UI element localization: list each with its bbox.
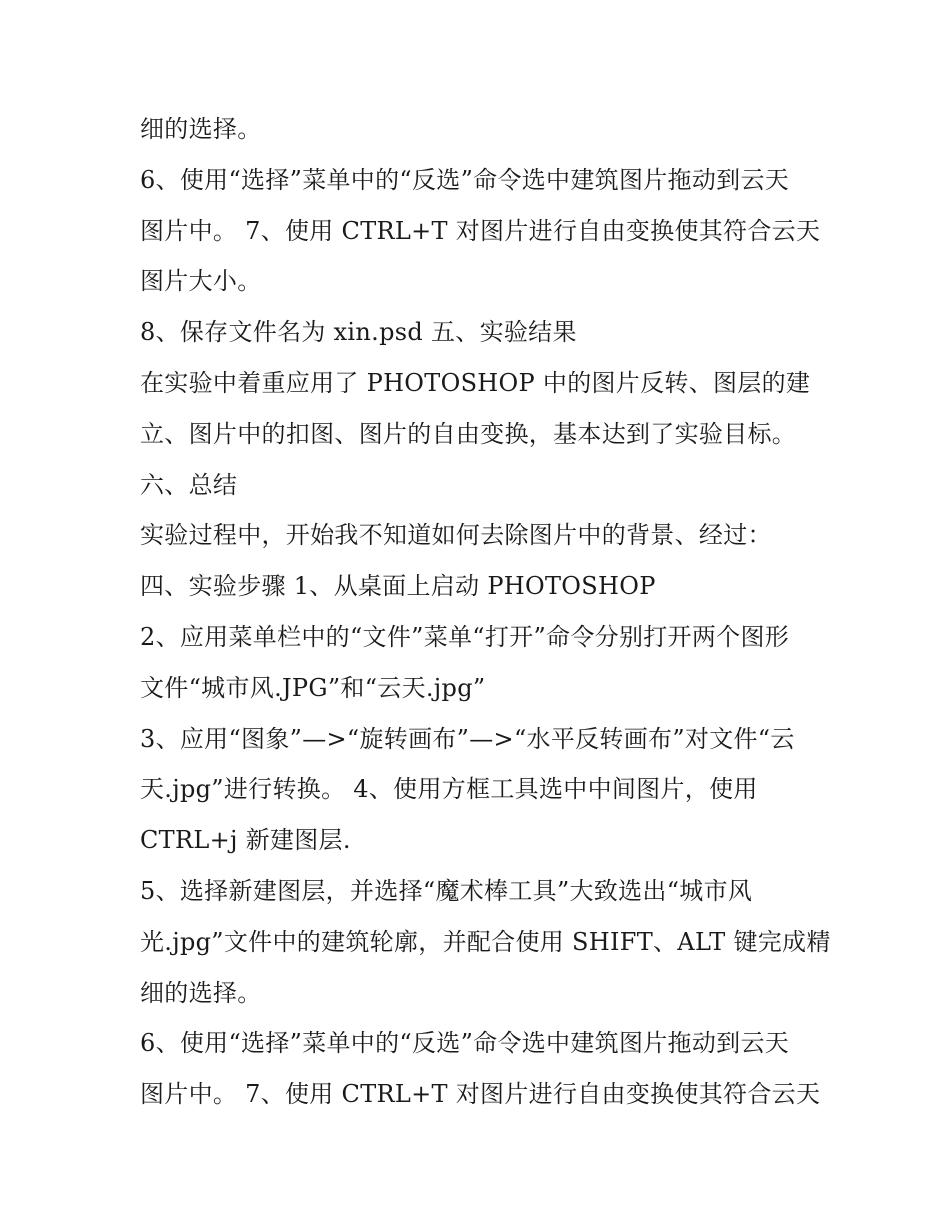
- text-line: 文件“城市风.JPG”和“云天.jpg”: [140, 673, 486, 702]
- document-body: [140, 104, 831, 1120]
- text-line: 图片中。 7、使用 CTRL+T 对图片进行自由变换使其符合云天: [140, 216, 821, 245]
- text-line: 细的选择。: [140, 978, 262, 1007]
- text-line: 细的选择。: [140, 115, 262, 143]
- text-line: CTRL+j 新建图层.: [140, 826, 351, 855]
- text-line: 2、应用菜单栏中的“文件”菜单“打开”命令分别打开两个图形: [140, 622, 790, 651]
- text-line: 6、使用“选择”菜单中的“反选”命令选中建筑图片拖动到云天: [140, 165, 790, 194]
- text-line: 立、图片中的扣图、图片的自由变换，基本达到了实验目标。: [140, 419, 797, 448]
- text-line: 图片中。 7、使用 CTRL+T 对图片进行自由变换使其符合云天: [140, 1080, 821, 1109]
- section-heading: 六、总结: [140, 470, 238, 499]
- text-line: 6、使用“选择”菜单中的“反选”命令选中建筑图片拖动到云天: [140, 1029, 790, 1058]
- text-line: 实验过程中，开始我不知道如何去除图片中的背景、经过：: [140, 521, 772, 550]
- text-line: 图片大小。: [140, 267, 262, 296]
- text-line: 在实验中着重应用了 PHOTOSHOP 中的图片反转、图层的建: [140, 368, 811, 397]
- text-line: 8、保存文件名为 xin.psd 五、实验结果: [140, 318, 577, 347]
- text-line: 四、实验步骤 1、从桌面上启动 PHOTOSHOP: [140, 572, 656, 601]
- text-line: 光.jpg”文件中的建筑轮廓，并配合使用 SHIFT、ALT 键完成精: [140, 927, 831, 956]
- text-line: 5、选择新建图层，并选择“魔术棒工具”大致选出“城市风: [140, 876, 753, 905]
- text-line: 3、应用“图象”—>“旋转画布”—>“水平反转画布”对文件“云: [140, 724, 795, 753]
- text-line: 天.jpg”进行转换。 4、使用方框工具选中中间图片，使用: [140, 775, 758, 804]
